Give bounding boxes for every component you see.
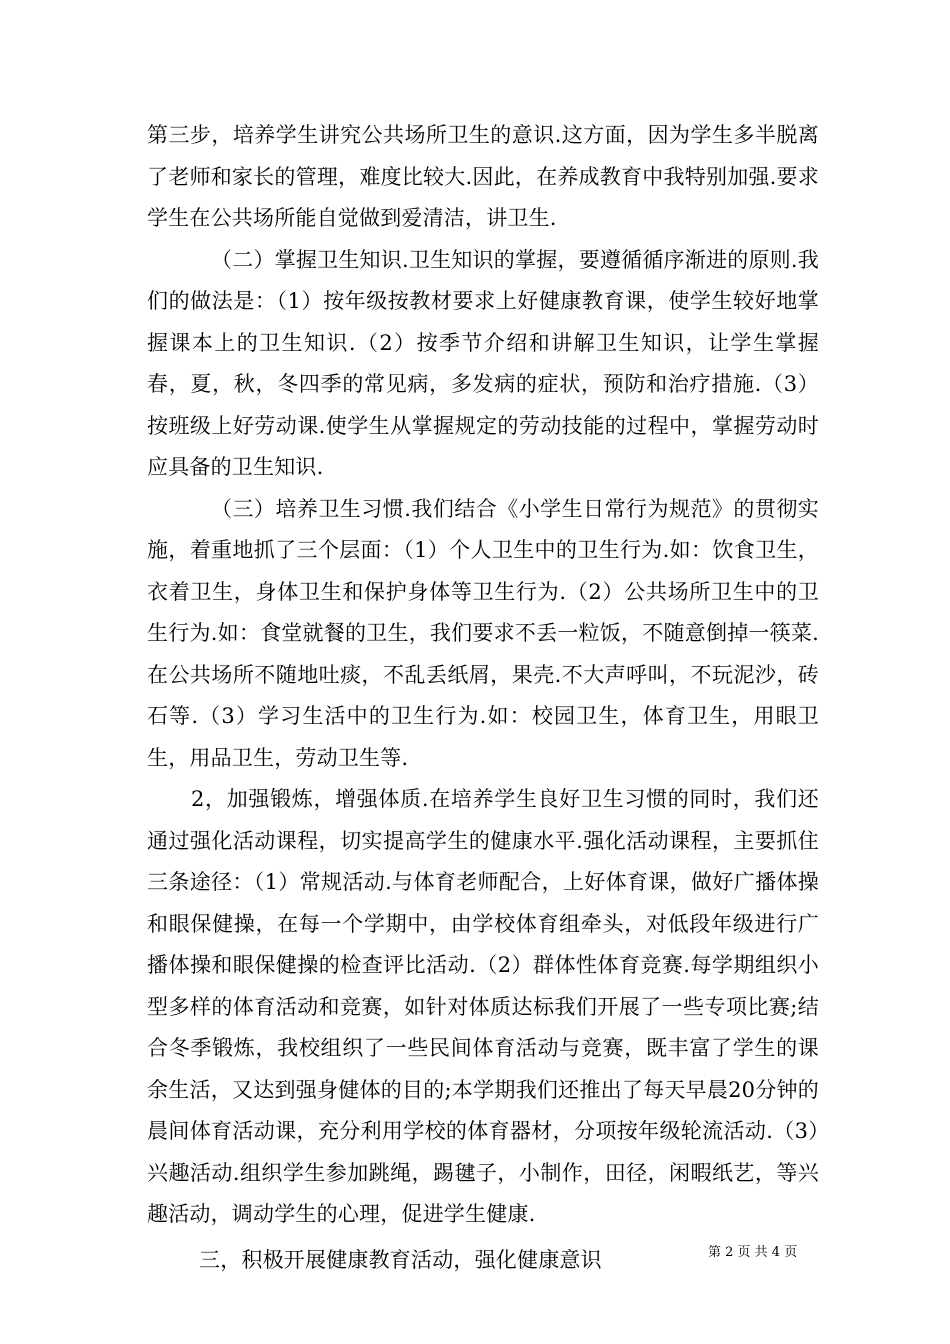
paragraph-hygiene-habits: （三）培养卫生习惯.我们结合《小学生日常行为规范》的贯彻实施，着重地抓了三个层面：（1）个人卫生中的卫生行为.如：饮食卫生，衣着卫生，身体卫生和保护身体等卫生行为.（2）公共场所卫生中的卫生行为.如：食堂就餐的卫生，我们要求不丢一粒饭，不随意倒掉一筷菜.在公共场所不随地吐痰，不乱丢纸屑，果壳.不大声呼叫，不玩泥沙，砖石等.（3）学习生活中的卫生行为.如：校园卫生，体育卫生，用眼卫生，用品卫生，劳动卫生等. bbox=[147, 496, 819, 770]
paragraph-hygiene-knowledge: （二）掌握卫生知识.卫生知识的掌握，要遵循循序渐进的原则.我们的做法是：（1）按年级按教材要求上好健康教育课，使学生较好地掌握课本上的卫生知识.（2）按季节介绍和讲解卫生知识，让学生掌握春，夏，秋，冬四季的常见病，多发病的症状，预防和治疗措施.（3）按班级上好劳动课.使学生从掌握规定的劳动技能的过程中，掌握劳动时应具备的卫生知识. bbox=[147, 247, 819, 479]
section-heading-health-education: 三，积极开展健康教育活动，强化健康意识 bbox=[199, 1247, 602, 1272]
paragraph-step-three: 第三步，培养学生讲究公共场所卫生的意识.这方面，因为学生多半脱离了老师和家长的管理，难度比较大.因此，在养成教育中我特别加强.要求学生在公共场所能自觉做到爱清洁，讲卫生. bbox=[147, 123, 819, 230]
page-number-footer: 第 2 页 共 4 页 bbox=[708, 1245, 798, 1260]
paragraph-exercise: 2，加强锻炼，增强体质.在培养学生良好卫生习惯的同时，我们还通过强化活动课程，切实提高学生的健康水平.强化活动课程，主要抓住三条途径：（1）常规活动.与体育老师配合，上好体育课，做好广播体操和眼保健操，在每一个学期中，由学校体育组牵头，对低段年级进行广播体操和眼保健操的检查评比活动.（2）群体性体育竞赛.每学期组织小型多样的体育活动和竞赛，如针对体质达标我们开展了一些专项比赛;结合冬季锻炼，我校组织了一些民间体育活动与竞赛，既丰富了学生的课余生活，又达到强身健体的目的;本学期我们还推出了每天早晨20分钟的晨间体育活动课，充分利用学校的体育器材，分项按年级轮流活动.（3）兴趣活动.组织学生参加跳绳，踢毽子，小制作，田径，闲暇纸艺，等兴趣活动，调动学生的心理，促进学生健康. bbox=[147, 787, 819, 1226]
document-body bbox=[147, 115, 819, 1281]
